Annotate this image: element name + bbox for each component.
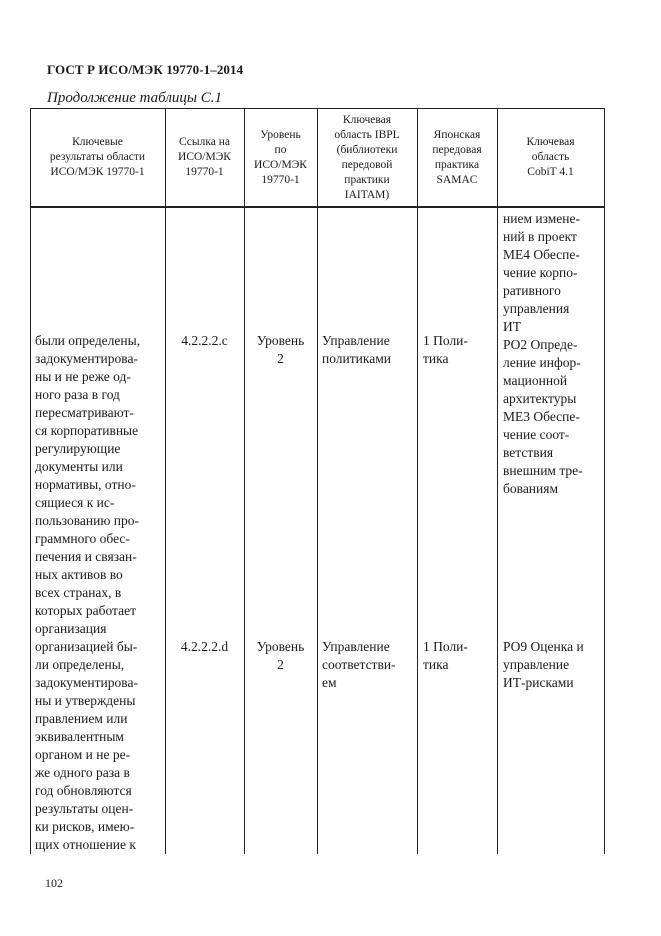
header-ibpl-area: Ключевая область IBPL (библиотеки передовой практики IAITAM) <box>334 113 400 201</box>
column-divider <box>417 109 418 854</box>
header-separator <box>30 206 605 208</box>
row2-key-result: организацией бы- ли определены, задокументирова- ны и утверждены правлением или эквивалентным органом и не ре- же одного раза в год обновляются результаты оцен- ки рисков, имею- щих отношение к <box>35 639 138 852</box>
column-divider <box>497 109 498 854</box>
header-reference: Ссылка на ИСО/МЭК 19770-1 <box>178 136 231 178</box>
row2-ibpl-area: Управление соответстви- ем <box>322 639 396 690</box>
header-cobit-area: Ключевая область CobiT 4.1 <box>526 136 575 178</box>
row1-samac: 1 Поли- тика <box>423 333 468 366</box>
column-divider <box>317 109 318 854</box>
row1-reference: 4.2.2.2.c <box>181 333 228 348</box>
row1-cobit-area: РО2 Опреде- ление инфор- мационной архитектуры МЕ3 Обеспе- чение соот- ветствия внешним тре- бованиям <box>503 337 583 496</box>
page-number: 102 <box>45 876 63 890</box>
row1-level: Уровень 2 <box>256 333 305 366</box>
row2-samac: 1 Поли- тика <box>423 639 468 672</box>
column-divider <box>244 109 245 854</box>
cobit-carryover-text: нием измене- ний в проект МЕ4 Обеспе- чение корпо- ративного управления ИТ <box>503 211 580 334</box>
row1-key-result: были определены, задокументирова- ны и не реже од- ного раза в год пересматривают- ся корпоративные регулирующие документы или нормативы, отно- сящиеся к ис- пользованию про- граммного обес- печения и связан- ных активов во всех странах, в которых работает организация <box>35 333 141 636</box>
document-title: ГОСТ Р ИСО/МЭК 19770-1–2014 <box>47 62 244 77</box>
header-level: Уровень по ИСО/МЭК 19770-1 <box>254 128 307 186</box>
row1-ibpl-area: Управление политиками <box>322 333 391 366</box>
row2-reference: 4.2.2.2.d <box>180 639 229 654</box>
row2-level: Уровень 2 <box>256 639 305 672</box>
standards-mapping-table <box>30 108 605 854</box>
table-caption: Продолжение таблицы С.1 <box>47 90 223 106</box>
column-divider <box>165 109 166 854</box>
header-key-results: Ключевые результаты области ИСО/МЭК 19770-1 <box>49 136 146 178</box>
table-border-right <box>604 109 605 854</box>
header-samac: Японская передовая практика SAMAC <box>432 128 482 186</box>
table-border-left <box>30 109 31 854</box>
row2-cobit-area: РО9 Оценка и управление ИТ-рисками <box>503 639 584 690</box>
